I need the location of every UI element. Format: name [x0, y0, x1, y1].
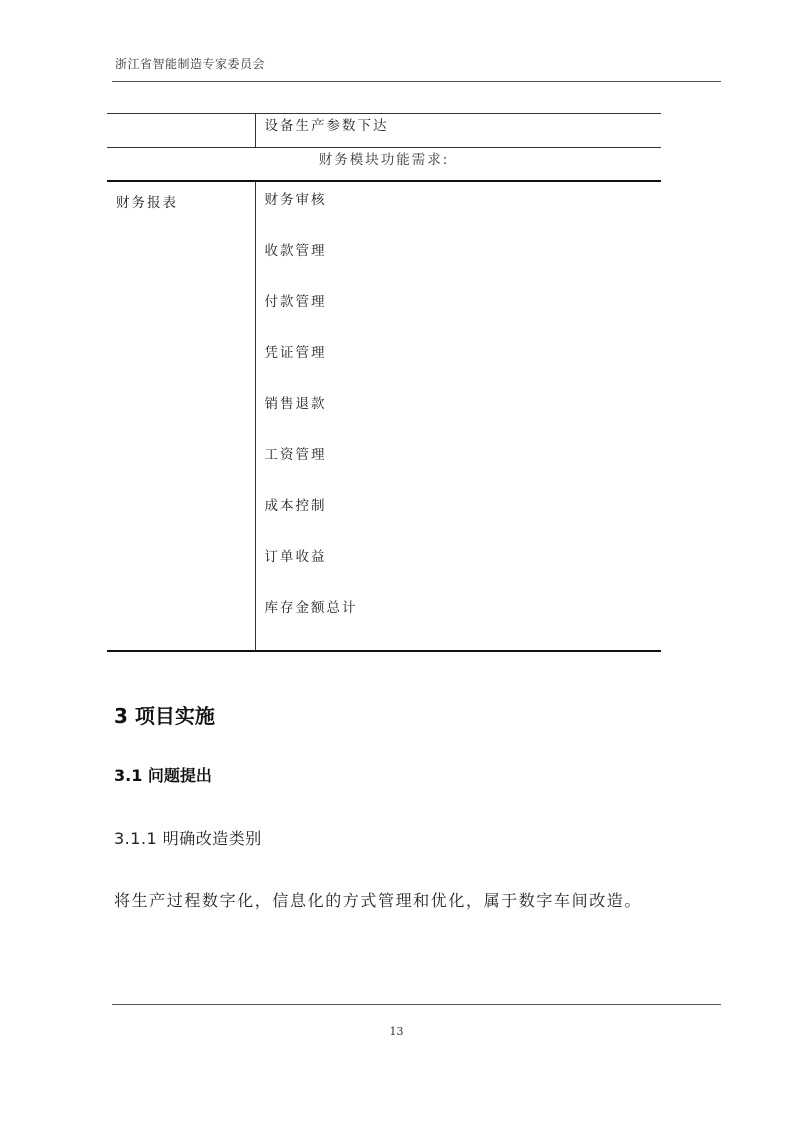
- page-number: 13: [389, 1025, 404, 1038]
- list-item: 销售退款: [264, 396, 327, 412]
- list-item: 成本控制: [264, 498, 327, 514]
- list-item: 收款管理: [264, 243, 327, 259]
- list-item: 库存金额总计: [264, 600, 358, 616]
- list-item: 凭证管理: [264, 345, 327, 361]
- subsection-heading: 3.1 问题提出: [114, 766, 212, 785]
- table-cell-empty: [107, 114, 255, 148]
- finance-items-cell: [255, 181, 661, 651]
- list-item: 付款管理: [264, 294, 327, 310]
- requirements-table: [107, 113, 661, 652]
- table-row: [107, 114, 661, 148]
- section-heading: 3 项目实施: [114, 704, 215, 728]
- table-section-row: [107, 148, 661, 182]
- finance-items-list: [265, 191, 662, 650]
- category-finance-reports: 财务报表: [107, 181, 255, 651]
- list-item: 工资管理: [264, 447, 327, 463]
- page-header-org: 浙江省智能制造专家委员会: [115, 57, 266, 71]
- list-item: 订单收益: [264, 549, 327, 565]
- table-cell-param-dispatch: 设备生产参数下达: [255, 114, 661, 148]
- table-row: [107, 181, 661, 651]
- body-paragraph: 将生产过程数字化，信息化的方式管理和优化，属于数字车间改造。: [114, 891, 643, 910]
- list-item: 财务审核: [264, 192, 327, 208]
- footer-divider: [112, 1004, 721, 1005]
- subsubsection-heading: 3.1.1 明确改造类别: [114, 829, 262, 848]
- section-title-finance: 财务模块功能需求:: [107, 148, 661, 182]
- header-divider: [112, 81, 721, 82]
